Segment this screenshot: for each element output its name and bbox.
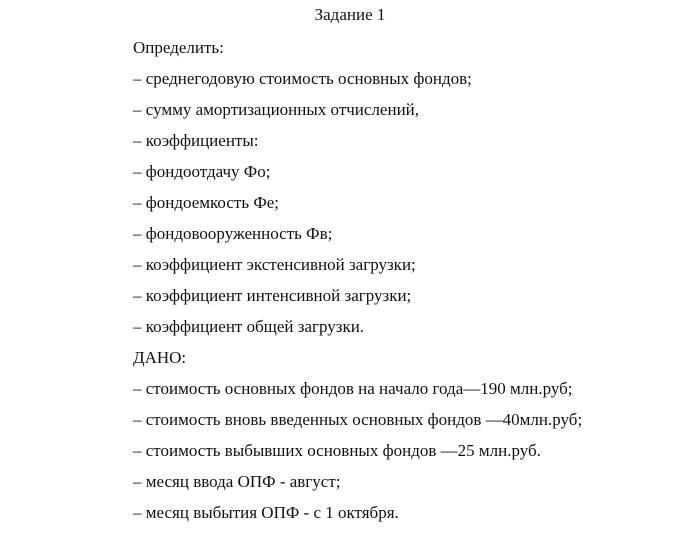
text-line-intensive-load: – коэффициент интенсивной загрузки; (133, 286, 412, 305)
task-text (133, 37, 582, 533)
task-title: Задание 1 (314, 5, 386, 24)
text-line-input-month: – месяц ввода ОПФ - август; (133, 472, 341, 491)
text-line-retired-assets: – стоимость выбывших основных фондов —25 млн.руб. (133, 441, 541, 460)
text-line-given: ДАНО: (133, 348, 187, 367)
text-line-new-assets: – стоимость вновь введенных основных фондов —40млн.руб; (133, 410, 583, 429)
text-line-define: Определить: (133, 38, 224, 57)
text-line-amortization: – сумму амортизационных отчислений, (133, 100, 420, 119)
text-line-capital-productivity: – фондоотдачу Фо; (133, 162, 271, 181)
text-line-start-cost: – стоимость основных фондов на начало года—190 млн.руб; (133, 379, 573, 398)
text-line-extensive-load: – коэффициент экстенсивной загрузки; (133, 255, 416, 274)
text-line-capital-intensity: – фондоемкость Фе; (133, 193, 280, 212)
text-line-retirement-month: – месяц выбытия ОПФ - с 1 октября. (133, 503, 399, 522)
text-line-capital-labor-ratio: – фондовооруженность Фв; (133, 224, 333, 243)
text-line-avg-cost: – среднегодовую стоимость основных фондов; (133, 69, 472, 88)
text-line-total-load: – коэффициент общей загрузки. (133, 317, 365, 336)
text-line-coefficients: – коэффициенты: (133, 131, 259, 150)
